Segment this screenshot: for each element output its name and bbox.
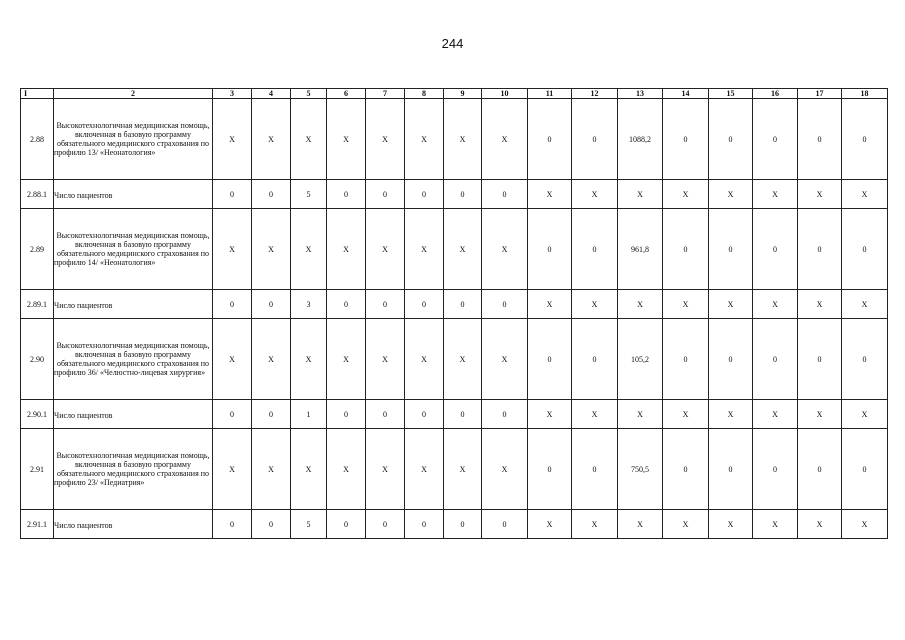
value-cell: 0 bbox=[405, 180, 444, 209]
row-number-cell: 2.89 bbox=[21, 209, 54, 290]
header-cell: 8 bbox=[405, 89, 444, 99]
row-number-cell: 2.88.1 bbox=[21, 180, 54, 209]
value-cell: 0 bbox=[252, 290, 291, 319]
value-cell: X bbox=[842, 400, 888, 429]
value-cell: X bbox=[252, 99, 291, 180]
description-cell: Высокотехнологичная медицинская помощь, включенная в базовую программу обязательного медицинского страхования по профилю 23/ «Педиатрия» bbox=[54, 429, 213, 510]
value-cell: X bbox=[366, 209, 405, 290]
value-cell: 0 bbox=[572, 99, 618, 180]
header-cell: 5 bbox=[291, 89, 327, 99]
value-cell: X bbox=[709, 290, 753, 319]
value-cell: 5 bbox=[291, 180, 327, 209]
value-cell: 0 bbox=[482, 400, 528, 429]
value-cell: 0 bbox=[366, 180, 405, 209]
value-cell: 0 bbox=[327, 510, 366, 539]
value-cell: X bbox=[798, 400, 842, 429]
row-number-cell: 2.90.1 bbox=[21, 400, 54, 429]
value-cell: X bbox=[753, 290, 798, 319]
value-cell: X bbox=[366, 319, 405, 400]
value-cell: 0 bbox=[327, 180, 366, 209]
value-cell: 0 bbox=[444, 400, 482, 429]
value-cell: 0 bbox=[213, 400, 252, 429]
description-cell: Число пациентов bbox=[54, 400, 213, 429]
value-cell: 0 bbox=[753, 99, 798, 180]
header-cell: 2 bbox=[54, 89, 213, 99]
description-cell: Число пациентов bbox=[54, 290, 213, 319]
header-cell: 12 bbox=[572, 89, 618, 99]
value-cell: 0 bbox=[482, 180, 528, 209]
value-cell: 105,2 bbox=[618, 319, 663, 400]
value-cell: 0 bbox=[842, 319, 888, 400]
value-cell: 0 bbox=[366, 400, 405, 429]
value-cell: X bbox=[252, 209, 291, 290]
table-row-patients bbox=[21, 400, 888, 429]
value-cell: 5 bbox=[291, 510, 327, 539]
value-cell: 0 bbox=[663, 209, 709, 290]
description-cell: Высокотехнологичная медицинская помощь, включенная в базовую программу обязательного медицинского страхования по профилю 36/ «Челюстно-лицевая хирургия» bbox=[54, 319, 213, 400]
value-cell: X bbox=[291, 209, 327, 290]
value-cell: 0 bbox=[366, 510, 405, 539]
table-row-service bbox=[21, 99, 888, 180]
value-cell: X bbox=[842, 510, 888, 539]
value-cell: X bbox=[444, 429, 482, 510]
table-row-service bbox=[21, 209, 888, 290]
value-cell: 0 bbox=[444, 510, 482, 539]
value-cell: X bbox=[405, 209, 444, 290]
value-cell: X bbox=[798, 290, 842, 319]
description-cell: Число пациентов bbox=[54, 180, 213, 209]
value-cell: 0 bbox=[405, 400, 444, 429]
value-cell: X bbox=[327, 319, 366, 400]
table-body bbox=[21, 99, 888, 539]
value-cell: X bbox=[482, 319, 528, 400]
row-number-cell: 2.88 bbox=[21, 99, 54, 180]
header-cell: I bbox=[21, 89, 54, 99]
value-cell: X bbox=[663, 180, 709, 209]
value-cell: X bbox=[482, 99, 528, 180]
value-cell: X bbox=[528, 400, 572, 429]
value-cell: 0 bbox=[482, 290, 528, 319]
header-cell: 4 bbox=[252, 89, 291, 99]
value-cell: X bbox=[753, 180, 798, 209]
value-cell: 0 bbox=[709, 429, 753, 510]
value-cell: 1088,2 bbox=[618, 99, 663, 180]
row-number-cell: 2.90 bbox=[21, 319, 54, 400]
value-cell: 0 bbox=[405, 290, 444, 319]
value-cell: X bbox=[366, 99, 405, 180]
value-cell: 0 bbox=[709, 319, 753, 400]
value-cell: X bbox=[213, 99, 252, 180]
value-cell: 0 bbox=[213, 510, 252, 539]
value-cell: 0 bbox=[798, 209, 842, 290]
value-cell: 0 bbox=[572, 209, 618, 290]
value-cell: X bbox=[572, 180, 618, 209]
row-number-cell: 2.91.1 bbox=[21, 510, 54, 539]
value-cell: X bbox=[405, 99, 444, 180]
value-cell: X bbox=[327, 99, 366, 180]
value-cell: 750,5 bbox=[618, 429, 663, 510]
value-cell: X bbox=[444, 319, 482, 400]
description-cell: Высокотехнологичная медицинская помощь, включенная в базовую программу обязательного медицинского страхования по профилю 13/ «Неонатология» bbox=[54, 99, 213, 180]
header-cell: 6 bbox=[327, 89, 366, 99]
value-cell: X bbox=[366, 429, 405, 510]
header-cell: 15 bbox=[709, 89, 753, 99]
value-cell: X bbox=[798, 180, 842, 209]
value-cell: X bbox=[842, 290, 888, 319]
value-cell: X bbox=[572, 510, 618, 539]
value-cell: X bbox=[213, 319, 252, 400]
value-cell: 0 bbox=[572, 319, 618, 400]
value-cell: X bbox=[444, 99, 482, 180]
value-cell: 0 bbox=[663, 429, 709, 510]
value-cell: X bbox=[798, 510, 842, 539]
value-cell: X bbox=[291, 319, 327, 400]
value-cell: 0 bbox=[444, 290, 482, 319]
table-row-patients bbox=[21, 180, 888, 209]
data-table bbox=[20, 88, 888, 539]
value-cell: X bbox=[709, 510, 753, 539]
header-cell: 7 bbox=[366, 89, 405, 99]
value-cell: 0 bbox=[842, 209, 888, 290]
value-cell: 0 bbox=[753, 209, 798, 290]
value-cell: X bbox=[213, 209, 252, 290]
value-cell: X bbox=[572, 400, 618, 429]
value-cell: 0 bbox=[444, 180, 482, 209]
value-cell: 0 bbox=[798, 99, 842, 180]
value-cell: X bbox=[291, 99, 327, 180]
description-cell: Высокотехнологичная медицинская помощь, включенная в базовую программу обязательного медицинского страхования по профилю 14/ «Неонатология» bbox=[54, 209, 213, 290]
value-cell: X bbox=[753, 400, 798, 429]
value-cell: X bbox=[572, 290, 618, 319]
value-cell: X bbox=[709, 180, 753, 209]
value-cell: 0 bbox=[709, 99, 753, 180]
header-row bbox=[21, 89, 888, 99]
value-cell: 0 bbox=[213, 290, 252, 319]
header-cell: 17 bbox=[798, 89, 842, 99]
value-cell: 0 bbox=[663, 319, 709, 400]
value-cell: X bbox=[528, 290, 572, 319]
table-row-patients bbox=[21, 510, 888, 539]
header-cell: 13 bbox=[618, 89, 663, 99]
table-row-patients bbox=[21, 290, 888, 319]
table-header bbox=[21, 89, 888, 99]
header-cell: 3 bbox=[213, 89, 252, 99]
value-cell: X bbox=[528, 180, 572, 209]
value-cell: 0 bbox=[572, 429, 618, 510]
value-cell: X bbox=[405, 319, 444, 400]
value-cell: X bbox=[709, 400, 753, 429]
header-cell: 9 bbox=[444, 89, 482, 99]
value-cell: X bbox=[252, 319, 291, 400]
value-cell: 961,8 bbox=[618, 209, 663, 290]
header-cell: 11 bbox=[528, 89, 572, 99]
value-cell: X bbox=[252, 429, 291, 510]
value-cell: X bbox=[444, 209, 482, 290]
value-cell: X bbox=[482, 209, 528, 290]
page-number: 244 bbox=[441, 36, 464, 51]
value-cell: X bbox=[663, 400, 709, 429]
value-cell: X bbox=[405, 429, 444, 510]
value-cell: 0 bbox=[528, 209, 572, 290]
value-cell: 3 bbox=[291, 290, 327, 319]
value-cell: 0 bbox=[528, 99, 572, 180]
row-number-cell: 2.91 bbox=[21, 429, 54, 510]
value-cell: 0 bbox=[482, 510, 528, 539]
value-cell: 0 bbox=[213, 180, 252, 209]
table-row-service bbox=[21, 319, 888, 400]
value-cell: X bbox=[327, 209, 366, 290]
value-cell: X bbox=[213, 429, 252, 510]
value-cell: 0 bbox=[252, 510, 291, 539]
header-cell: 18 bbox=[842, 89, 888, 99]
value-cell: 0 bbox=[252, 180, 291, 209]
value-cell: 0 bbox=[366, 290, 405, 319]
value-cell: 0 bbox=[405, 510, 444, 539]
value-cell: 0 bbox=[663, 99, 709, 180]
value-cell: X bbox=[663, 510, 709, 539]
value-cell: 0 bbox=[842, 429, 888, 510]
value-cell: 1 bbox=[291, 400, 327, 429]
value-cell: 0 bbox=[528, 429, 572, 510]
header-cell: 16 bbox=[753, 89, 798, 99]
value-cell: X bbox=[327, 429, 366, 510]
value-cell: 0 bbox=[753, 319, 798, 400]
value-cell: 0 bbox=[798, 319, 842, 400]
value-cell: X bbox=[618, 290, 663, 319]
value-cell: 0 bbox=[798, 429, 842, 510]
value-cell: X bbox=[663, 290, 709, 319]
value-cell: 0 bbox=[327, 400, 366, 429]
header-cell: 14 bbox=[663, 89, 709, 99]
header-cell: 10 bbox=[482, 89, 528, 99]
value-cell: X bbox=[842, 180, 888, 209]
value-cell: X bbox=[753, 510, 798, 539]
value-cell: 0 bbox=[327, 290, 366, 319]
table-row-service bbox=[21, 429, 888, 510]
value-cell: X bbox=[618, 400, 663, 429]
value-cell: X bbox=[291, 429, 327, 510]
value-cell: 0 bbox=[252, 400, 291, 429]
description-cell: Число пациентов bbox=[54, 510, 213, 539]
row-number-cell: 2.89.1 bbox=[21, 290, 54, 319]
value-cell: X bbox=[618, 180, 663, 209]
value-cell: X bbox=[618, 510, 663, 539]
value-cell: 0 bbox=[528, 319, 572, 400]
value-cell: X bbox=[528, 510, 572, 539]
value-cell: 0 bbox=[842, 99, 888, 180]
value-cell: 0 bbox=[709, 209, 753, 290]
value-cell: 0 bbox=[753, 429, 798, 510]
value-cell: X bbox=[482, 429, 528, 510]
